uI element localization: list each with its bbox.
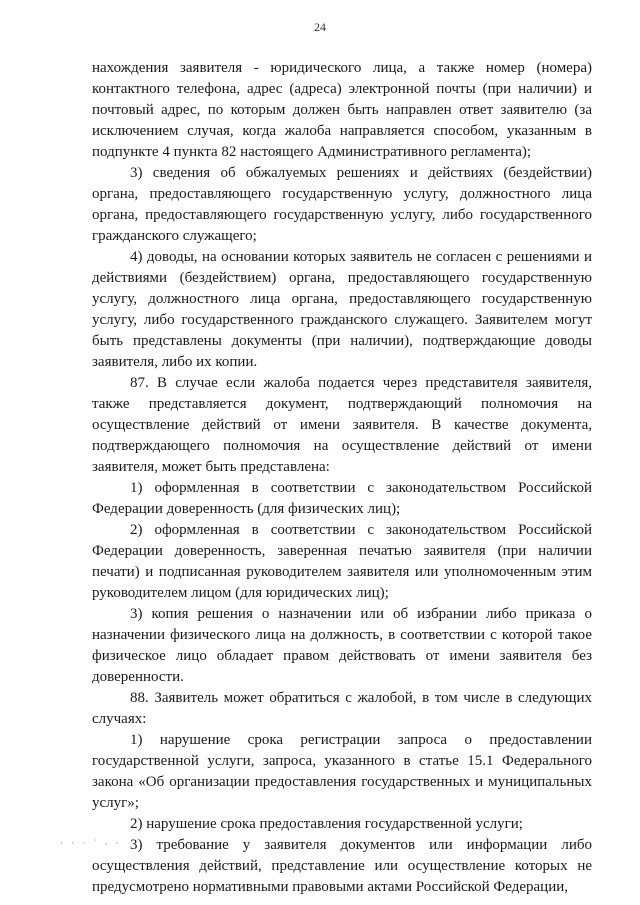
paragraph-88-item-3: 3) требование у заявителя документов или информации либо осуществления действий, представление или осуществление которых не предусмотрено нормативными правовыми актами Российской Федерации, xyxy=(92,837,592,895)
paragraph-item-4: 4) доводы, на основании которых заявитель не согласен с решениями и действиями (бездействием) органа, предоставляющего государственную услугу, должностного лица органа, предоставляющего государственную услугу, либо государственного гражданского служащего. Заявителем могут быть представлены документы (при наличии), подтверждающие доводы заявителя, либо их копии. xyxy=(92,249,592,370)
paragraph-88-item-1: 1) нарушение срока регистрации запроса о предоставлении государственной услуги, запроса, указанного в статье 15.1 Федерального закона «Об организации предоставления государственных и муниципальных услуг»; xyxy=(92,732,592,811)
body-text xyxy=(92,58,592,898)
paragraph-88-item-2: 2) нарушение срока предоставления государственной услуги; xyxy=(130,816,523,832)
paragraph-continuation: нахождения заявителя - юридического лица, а также номер (номера) контактного телефона, адрес (адреса) электронной почты (при наличии) и почтовый адрес, по которым должен быть направлен ответ заявителю (за исключением случая, когда жалоба направляется способом, указанным в подпункте 4 пункта 82 настоящего Административного регламента); xyxy=(92,60,592,160)
paragraph-87-item-3: 3) копия решения о назначении или об избрании либо приказа о назначении физического лица на должность, в соответствии с которой такое физическое лицо обладает правом действовать от имени заявителя без доверенности. xyxy=(92,606,592,685)
page-number: 24 xyxy=(314,20,326,34)
paragraph-item-3: 3) сведения об обжалуемых решениях и действиях (бездействии) органа, предоставляющего государственную услугу, должностного лица органа, предоставляющего государственную услугу, либо государственного гражданского служащего; xyxy=(92,165,592,244)
scan-artifact-marks: · · · ˙ ⸳ · xyxy=(60,838,122,848)
paragraph-88: 88. Заявитель может обратиться с жалобой, в том числе в следующих случаях: xyxy=(92,690,592,727)
paragraph-87: 87. В случае если жалоба подается через представителя заявителя, также представляется документ, подтверждающий полномочия на осуществление действий от имени заявителя. В качестве документа, подтверждающего полномочия на осуществление действий от имени заявителя, может быть представлена: xyxy=(92,375,592,475)
paragraph-87-item-2: 2) оформленная в соответствии с законодательством Российской Федерации доверенность, заверенная печатью заявителя (при наличии печати) и подписанная руководителем заявителя или уполномоченным этим руководителем лицом (для юридических лиц); xyxy=(92,522,592,601)
paragraph-87-item-1: 1) оформленная в соответствии с законодательством Российской Федерации доверенность (для физических лиц); xyxy=(92,480,592,517)
